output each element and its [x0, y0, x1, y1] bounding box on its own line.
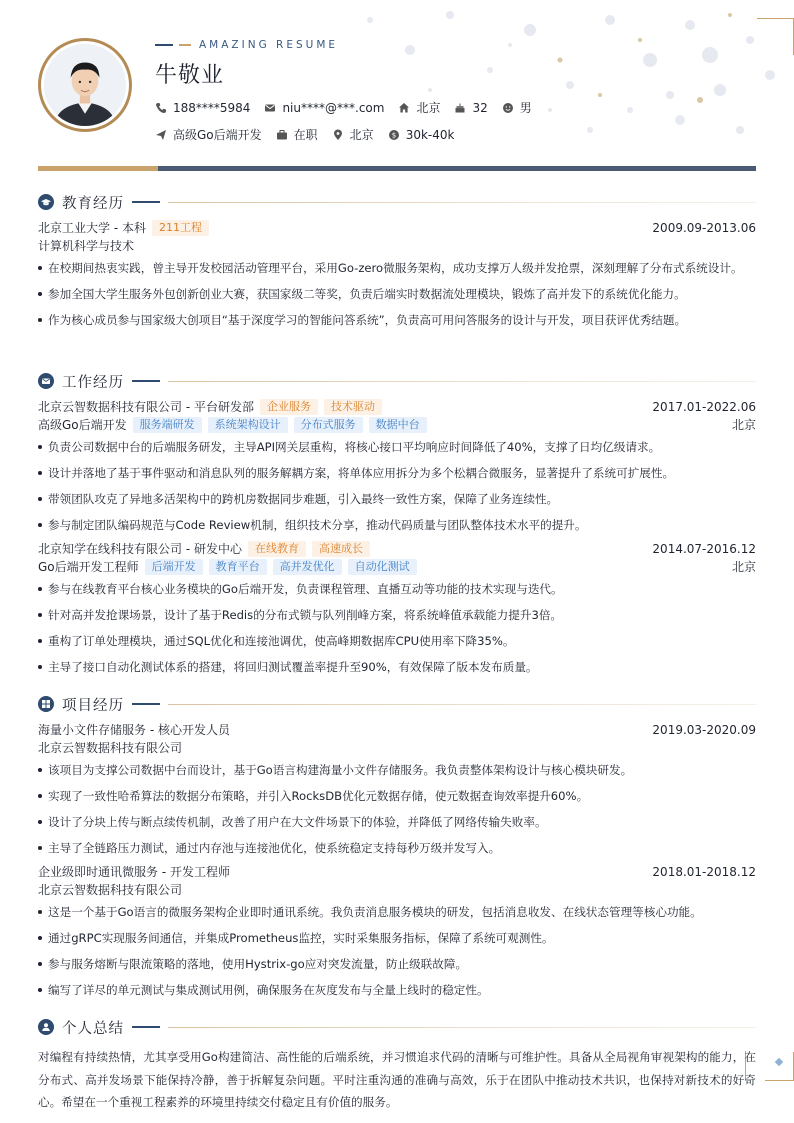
list-item: 主导了接口自动化测试体系的搭建，将回归测试覆盖率提升至90%，有效保障了版本发布质量。 — [38, 656, 756, 678]
section-header — [38, 191, 756, 213]
company-name: 北京知学在线科技有限公司 - 研发中心 — [38, 542, 242, 556]
list-item: 参与制定团队编码规范与Code Review机制，组织技术分享，推动代码质量与团队整体技术水平的提升。 — [38, 514, 756, 536]
job-date: 2014.07-2016.12 — [652, 542, 756, 556]
tagline-text: AMAZING RESUME — [199, 39, 339, 51]
target-role-item: 高级Go后端开发 — [155, 126, 262, 143]
gender-item: 男 — [502, 99, 532, 116]
project-entry — [38, 863, 756, 1001]
company-tag: 技术驱动 — [324, 399, 382, 415]
summary-text: 对编程有持续热情，尤其享受用Go构建简洁、高性能的后端系统，并习惯追求代码的清晰与可维护性。具备从全局视角审视架构的能力，在分布式、高并发场景下能保持冷静，善于拆解复杂问题。平时注重沟通的准确与高效，乐于在团队中推动技术共识，也保持对新技术的好奇心。希望在一个重视工程素养的环境里持续交付稳定且有价值的服务。 — [38, 1050, 756, 1109]
company-tag: 企业服务 — [260, 399, 318, 415]
section-title: 工作经历 — [62, 374, 124, 391]
section-title: 项目经历 — [62, 697, 124, 714]
avatar — [38, 38, 132, 132]
section-header — [38, 370, 756, 392]
company-name: 北京云智数据科技有限公司 - 平台研发部 — [38, 400, 254, 414]
job-city: 北京 — [731, 418, 756, 432]
skill-tag: 自动化测试 — [348, 559, 417, 575]
list-item: 带领团队攻克了异地多活架构中的跨机房数据同步难题，引入最终一致性方案，保障了业务连续性。 — [38, 488, 756, 510]
avatar-photo — [44, 44, 126, 126]
salary-item: $ 30k-40k — [388, 128, 455, 142]
cake-icon — [454, 102, 466, 114]
target-city-item: 北京 — [332, 126, 374, 143]
job-city: 北京 — [731, 560, 756, 574]
list-item: 参与在线教育平台核心业务模块的Go后端开发，负责课程管理、直播互动等功能的技术实现与迭代。 — [38, 578, 756, 600]
send-icon — [155, 129, 167, 141]
project-name: 海量小文件存储服务 - 核心开发人员 — [38, 723, 230, 737]
skill-tag: 高并发优化 — [273, 559, 342, 575]
job-entry — [38, 540, 756, 678]
section-header — [38, 1016, 756, 1038]
location-pin-icon — [332, 129, 344, 141]
list-item: 作为核心成员参与国家级大创项目“基于深度学习的智能问答系统”，负责高可用问答服务的设计与开发，项目获评优秀结题。 — [38, 309, 756, 331]
mail-icon — [264, 102, 276, 114]
education-date: 2009.09-2013.06 — [652, 221, 756, 235]
job-intent-row — [155, 126, 468, 143]
section-header — [38, 693, 756, 715]
user-icon — [38, 1019, 54, 1035]
project-name: 企业级即时通讯微服务 - 开发工程师 — [38, 865, 230, 879]
education-entry-header — [38, 219, 756, 237]
list-item: 参加全国大学生服务外包创新创业大赛，获国家级二等奖，负责后端实时数据流处理模块，锻炼了高并发下的系统优化能力。 — [38, 283, 756, 305]
education-section — [38, 191, 756, 335]
project-bullets — [38, 759, 756, 859]
company-tag: 在线教育 — [248, 541, 306, 557]
list-item: 该项目为支撑公司数据中台而设计，基于Go语言构建海量小文件存储服务。我负责整体架构设计与核心模块研发。 — [38, 759, 756, 781]
major: 计算机科学与技术 — [38, 239, 135, 253]
job-role: 高级Go后端开发 — [38, 418, 127, 432]
header-divider-bar — [38, 166, 756, 171]
list-item: 参与服务熔断与限流策略的落地，使用Hystrix-go应对突发流量，防止级联故障。 — [38, 953, 756, 975]
education-bullets — [38, 257, 756, 331]
skill-tag: 教育平台 — [209, 559, 267, 575]
corner-ornament-bottom — [765, 1052, 794, 1081]
skill-tag: 后端开发 — [145, 559, 203, 575]
age-item: 32 — [454, 101, 487, 115]
project-date: 2019.03-2020.09 — [652, 723, 756, 737]
phone-icon — [155, 102, 167, 114]
skill-tag: 分布式服务 — [294, 417, 363, 433]
list-item: 通过gRPC实现服务间通信，并集成Prometheus监控，实时采集服务指标，保障了系统可观测性。 — [38, 927, 756, 949]
company-tag: 高速成长 — [312, 541, 370, 557]
grid-icon — [38, 696, 54, 712]
contact-row — [155, 99, 546, 116]
svg-text:$: $ — [391, 131, 396, 139]
skill-tag: 服务端研发 — [133, 417, 202, 433]
project-org: 北京云智数据科技有限公司 — [38, 883, 183, 897]
graduation-cap-icon — [38, 194, 54, 210]
list-item: 针对高并发抢课场景，设计了基于Redis的分布式锁与队列削峰方案，将系统峰值承载能力提升3倍。 — [38, 604, 756, 626]
home-city-item: 北京 — [398, 99, 440, 116]
section-title: 教育经历 — [62, 195, 124, 212]
section-title: 个人总结 — [62, 1020, 124, 1037]
phone-item: 188****5984 — [155, 101, 250, 115]
school-tag: 211工程 — [152, 220, 209, 236]
job-role: Go后端开发工程师 — [38, 560, 139, 574]
job-date: 2017.01-2022.06 — [652, 400, 756, 414]
work-section — [38, 370, 756, 682]
project-org: 北京云智数据科技有限公司 — [38, 741, 183, 755]
candidate-name: 牛敬业 — [155, 63, 225, 88]
summary-section — [38, 1016, 756, 1114]
corner-ornament-top — [757, 18, 794, 55]
smile-icon — [502, 102, 514, 114]
list-item: 编写了详尽的单元测试与集成测试用例，确保服务在灰度发布与全量上线时的稳定性。 — [38, 979, 756, 1001]
list-item: 设计并落地了基于事件驱动和消息队列的服务解耦方案，将单体应用拆分为多个松耦合微服务，显著提升了系统可扩展性。 — [38, 462, 756, 484]
project-entry — [38, 721, 756, 859]
skill-tag: 数据中台 — [369, 417, 427, 433]
list-item: 负责公司数据中台的后端服务研发，主导API网关层重构，将核心接口平均响应时间降低了40%，支撑了日均亿级请求。 — [38, 436, 756, 458]
job-entry — [38, 398, 756, 536]
list-item: 在校期间热衷实践，曾主导开发校园活动管理平台，采用Go-zero微服务架构，成功支撑万人级并发抢票，深刻理解了分布式系统设计。 — [38, 257, 756, 279]
briefcase-icon — [276, 129, 288, 141]
project-date: 2018.01-2018.12 — [652, 865, 756, 879]
job-bullets — [38, 578, 756, 678]
list-item: 这是一个基于Go语言的微服务架构企业即时通讯系统。我负责消息服务模块的研发，包括消息收发、在线状态管理等核心功能。 — [38, 901, 756, 923]
list-item: 重构了订单处理模块，通过SQL优化和连接池调优，使高峰期数据库CPU使用率下降35%。 — [38, 630, 756, 652]
list-item: 实现了一致性哈希算法的数据分布策略，并引入RocksDB优化元数据存储，使元数据查询效率提升60%。 — [38, 785, 756, 807]
projects-section — [38, 693, 756, 1005]
job-bullets — [38, 436, 756, 536]
tagline — [155, 39, 338, 51]
project-bullets — [38, 901, 756, 1001]
skill-tag: 系统架构设计 — [208, 417, 288, 433]
email-item: niu****@***.com — [264, 101, 384, 115]
status-item: 在职 — [276, 126, 318, 143]
school-name: 北京工业大学 - 本科 — [38, 221, 146, 235]
work-icon — [38, 373, 54, 389]
list-item: 主导了全链路压力测试，通过内存池与连接池优化，使系统稳定支持每秒万级并发写入。 — [38, 837, 756, 859]
home-icon — [398, 102, 410, 114]
dollar-circle-icon — [388, 129, 400, 141]
list-item: 设计了分块上传与断点续传机制，改善了用户在大文件场景下的体验，并降低了网络传输失败率。 — [38, 811, 756, 833]
